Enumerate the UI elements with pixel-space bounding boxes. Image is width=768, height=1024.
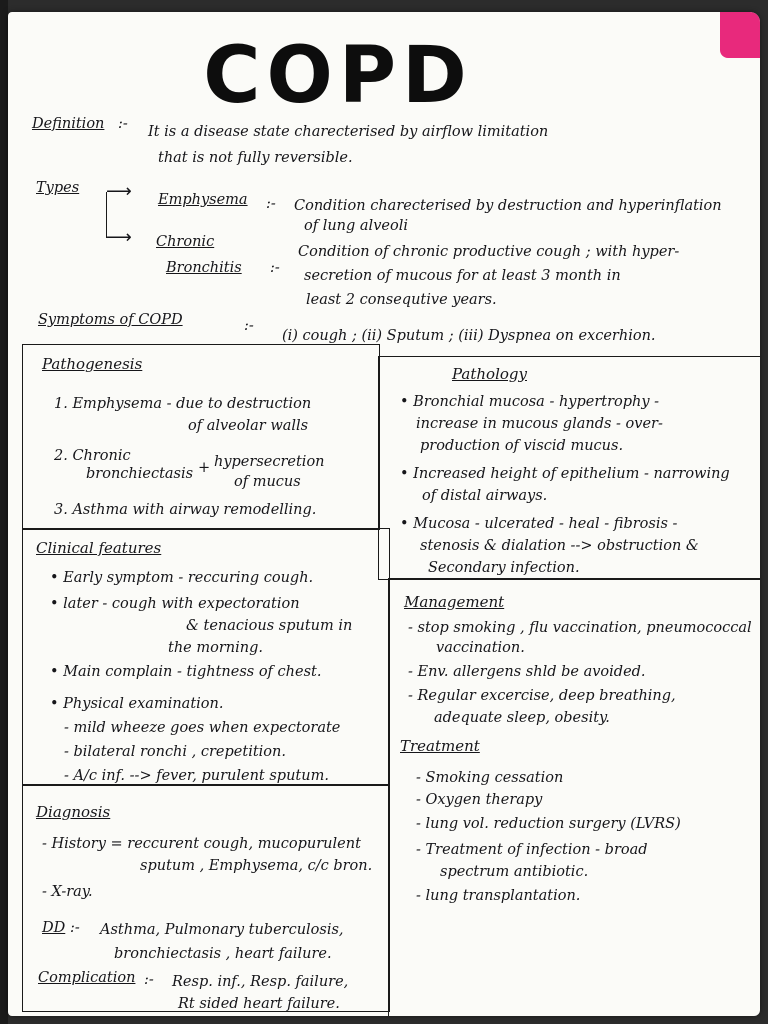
pathology-point-1c: production of viscid mucus. xyxy=(420,438,624,454)
emphysema-line-1: Condition charecterised by destruction and hyperinflation xyxy=(294,198,722,214)
treatment-item-2: - Oxygen therapy xyxy=(416,792,543,808)
treatment-item-4b: spectrum antibiotic. xyxy=(440,864,589,880)
clinical-item-4: • Physical examination. xyxy=(50,696,224,712)
clinical-item-2b: & tenacious sputum in xyxy=(186,618,353,634)
clinical-item-6: - bilateral ronchi , crepetition. xyxy=(64,744,286,760)
management-item-3a: - Regular excercise, deep breathing, xyxy=(408,688,676,704)
management-heading: Management xyxy=(404,593,505,611)
bronchitis-line-3: least 2 consequtive years. xyxy=(306,292,497,308)
arrow-right-icon: ⟶ xyxy=(106,181,132,202)
page-title: COPD xyxy=(203,31,473,121)
treatment-item-5: - lung transplantation. xyxy=(416,888,581,904)
emphysema-line-2: of lung alveoli xyxy=(304,218,408,234)
diagnosis-item-2: - X-ray. xyxy=(42,884,93,900)
binding-edge xyxy=(0,0,8,1024)
pathogenesis-item-1a: 1. Emphysema - due to destruction xyxy=(54,396,312,412)
dd-separator: :- xyxy=(70,920,80,936)
pathogenesis-heading: Pathogenesis xyxy=(42,355,143,373)
definition-label: Definition xyxy=(32,116,105,132)
emphysema-separator: :- xyxy=(266,196,276,212)
complication-line-1: Resp. inf., Resp. failure, xyxy=(172,974,349,990)
types-label: Types xyxy=(36,180,80,196)
pathology-point-2a: • Increased height of epithelium - narrowing xyxy=(400,466,730,482)
pathology-point-1b: increase in mucous glands - over- xyxy=(416,416,663,432)
pathology-point-3a: • Mucosa - ulcerated - heal - fibrosis - xyxy=(400,516,678,532)
treatment-item-1: - Smoking cessation xyxy=(416,770,564,786)
bronchitis-line-1: Condition of chronic productive cough ; with hyper- xyxy=(298,244,680,260)
treatment-item-4a: - Treatment of infection - broad xyxy=(416,842,648,858)
pathogenesis-item-2d: hypersecretion xyxy=(214,454,325,470)
pathogenesis-item-3: 3. Asthma with airway remodelling. xyxy=(54,502,317,518)
clinical-item-2c: the morning. xyxy=(168,640,263,656)
diagnosis-item-1b: sputum , Emphysema, c/c bron. xyxy=(140,858,373,874)
clinical-item-2a: • later - cough with expectoration xyxy=(50,596,300,612)
complication-label: Complication xyxy=(38,970,136,986)
definition-line-2: that is not fully reversible. xyxy=(158,150,353,166)
clinical-features-heading: Clinical features xyxy=(36,539,162,557)
definition-line-1: It is a disease state charecterised by airflow limitation xyxy=(148,124,549,140)
symptoms-separator: :- xyxy=(244,318,254,334)
dd-line-1: Asthma, Pulmonary tuberculosis, xyxy=(100,922,344,938)
pathology-point-3c: Secondary infection. xyxy=(428,560,580,576)
management-item-1a: - stop smoking , flu vaccination, pneumococcal xyxy=(408,620,752,636)
complication-line-2: Rt sided heart failure. xyxy=(178,996,340,1012)
clinical-item-5: - mild wheeze goes when expectorate xyxy=(64,720,341,736)
clinical-item-7: - A/c inf. --> fever, purulent sputum. xyxy=(64,768,329,784)
symptoms-label: Symptoms of COPD xyxy=(38,312,183,328)
pathology-point-3b: stenosis & dialation --> obstruction & xyxy=(420,538,699,554)
pathogenesis-item-2b: bronchiectasis xyxy=(86,466,194,482)
bronchitis-separator: :- xyxy=(270,260,280,276)
definition-separator: :- xyxy=(118,116,128,132)
clinical-item-1: • Early symptom - reccuring cough. xyxy=(50,570,314,586)
management-item-1b: vaccination. xyxy=(436,640,525,656)
notebook-page xyxy=(8,12,760,1016)
complication-separator: :- xyxy=(144,972,154,988)
bronchitis-line-2: secretion of mucous for at least 3 month in xyxy=(304,268,621,284)
dd-line-2: bronchiectasis , heart failure. xyxy=(114,946,332,962)
page-tab xyxy=(720,12,760,58)
diagnosis-heading: Diagnosis xyxy=(36,803,111,821)
pathogenesis-item-2a: 2. Chronic xyxy=(54,448,131,464)
pathology-heading: Pathology xyxy=(452,365,527,383)
treatment-heading: Treatment xyxy=(400,737,480,755)
dd-label: DD xyxy=(42,920,66,936)
pathogenesis-item-2c: + xyxy=(198,460,211,476)
diagnosis-item-1a: - History = reccurent cough, mucopurulent xyxy=(42,836,361,852)
management-item-3b: adequate sleep, obesity. xyxy=(434,710,610,726)
emphysema-label: Emphysema xyxy=(158,192,248,208)
clinical-item-3: • Main complain - tightness of chest. xyxy=(50,664,322,680)
pathology-point-2b: of distal airways. xyxy=(422,488,548,504)
symptoms-text: (i) cough ; (ii) Sputum ; (iii) Dyspnea on excerhion. xyxy=(282,328,656,344)
management-item-2: - Env. allergens shld be avoided. xyxy=(408,664,646,680)
treatment-item-3: - lung vol. reduction surgery (LVRS) xyxy=(416,816,681,832)
arrow-right-icon: ⟶ xyxy=(106,227,132,248)
pathology-point-1a: • Bronchial mucosa - hypertrophy - xyxy=(400,394,660,410)
bronchitis-label-line-1: Chronic xyxy=(156,234,215,250)
bronchitis-label-line-2: Bronchitis xyxy=(166,260,242,276)
pathogenesis-item-2e: of mucus xyxy=(234,474,301,490)
pathogenesis-item-1b: of alveolar walls xyxy=(188,418,309,434)
